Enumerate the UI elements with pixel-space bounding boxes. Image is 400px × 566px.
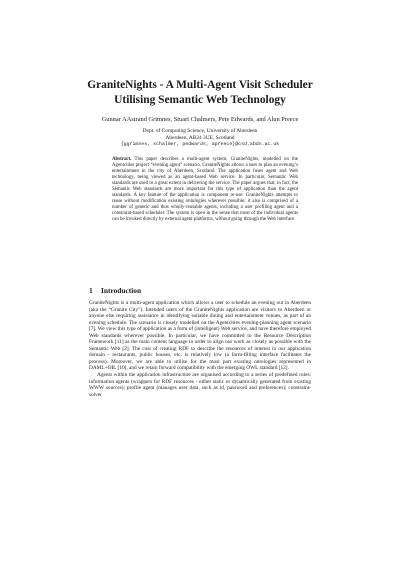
affiliation-address: Aberdeen, AB24 3UE, Scotland [165, 134, 235, 141]
paper-title [40, 78, 360, 108]
section-heading [89, 286, 311, 295]
abstract-label: Abstract. [112, 157, 132, 162]
body-paragraph-1: GraniteNights is a multi-agent application which allows a user to schedule an evening out in Aberdeen (aka the “Granite City”). Intended users of the GraniteNights application are visitors to Aberdeen or anyone else requiring assistance in identifying suitable dining and entertainment venues, as part of an evening schedule. The scenario is closely modelled on the Agentcities evening-planning agent scenario [7]. We view this type of application as a form of (intelligent) Web service, and have therefore employed Web standards wherever possible. In particular, we have committed to the Resource Description Framework [11] as the main content language in order to align our work as closely as possible with the Semantic Web [2]. The cost of creating RDF to describe the resources of interest in our application domain - restaurants, public houses, etc. is relatively low (a form-filling interface facilitates the process). Moreover, we are able to utilise for the most part existing ontologies represented in DAML+OIL [10], and we retain forward compatibility with the emerging OWL standard [12]. [89, 300, 311, 372]
abstract [112, 157, 298, 222]
section-title: Introduction [101, 286, 142, 295]
author-emails: {ggrimnes, schalmer, pedwards, apreece}@csd.abdn.ac.uk [120, 141, 280, 147]
body-text [89, 300, 311, 398]
section-number: 1 [89, 286, 93, 295]
author-list: Gunnar AAstrand Grimnes, Stuart Chalmers, Pete Edwards, and Alun Preece [101, 116, 299, 123]
title-line-2: Utilising Semantic Web Technology [114, 94, 286, 106]
affiliation [40, 128, 360, 148]
affiliation-department: Dept. of Computing Science, University of Aberdeen [142, 128, 258, 134]
body-paragraph-2: Agents within the application infrastructure are organised according to a series of predefined roles: information agents (wrappers for RDF resources - either static or dynamically generated from existing WWW sources); profile agent (manages user data, such as id, password and preferences); constraint-solver [89, 372, 311, 398]
abstract-text: This paper describes a multi-agent system, GraniteNights, modelled on the Agentcities project “evening agent” scenario. GraniteNights allows a user to plan an evening’s entertainment in the city of Aberdeen, Scotland. The application fuses agent and Web technology, being viewed as an agent-based Web service. In particular, Semantic Web standards are used to a great extent in delivering the service. The paper argues that, in fact, the Semantic Web standards are more important for this type of application than the agent standards. A key feature of the application is component re-use: GraniteNights attempts to reuse without modification existing ontologies wherever possible; it also is comprised of a number of generic and thus wholly-reusable agents, including a user profiling agent and a constraint-based scheduler. The system is open in the sense that most of the individual agents can be invoked directly by external agent platforms, without going through the Web interface. [112, 157, 298, 222]
title-line-1: GraniteNights - A Multi-Agent Visit Scheduler [87, 79, 313, 91]
